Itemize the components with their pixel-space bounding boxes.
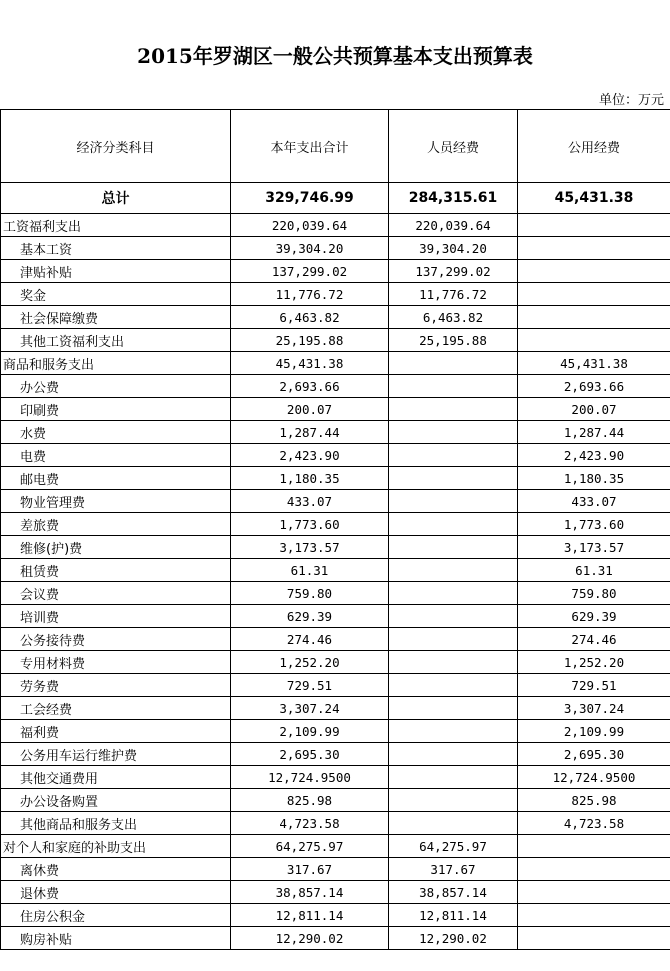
table-row <box>1 766 670 789</box>
row-category: 工会经费 <box>1 697 231 720</box>
row-category: 津贴补贴 <box>1 260 231 283</box>
row-personnel: 25,195.88 <box>389 329 518 352</box>
table-row <box>1 375 670 398</box>
row-category: 其他工资福利支出 <box>1 329 231 352</box>
total-personnel: 284,315.61 <box>389 183 518 214</box>
row-category: 其他交通费用 <box>1 766 231 789</box>
row-personnel <box>389 467 518 490</box>
row-public <box>518 927 670 950</box>
row-public: 759.80 <box>518 582 670 605</box>
row-public: 1,180.35 <box>518 467 670 490</box>
row-category: 其他商品和服务支出 <box>1 812 231 835</box>
page-title: 2015年罗湖区一般公共预算基本支出预算表 <box>137 44 533 68</box>
row-category: 住房公积金 <box>1 904 231 927</box>
table-row <box>1 444 670 467</box>
table-row <box>1 513 670 536</box>
row-personnel <box>389 651 518 674</box>
row-personnel <box>389 766 518 789</box>
table-row <box>1 536 670 559</box>
table-row <box>1 329 670 352</box>
row-category: 邮电费 <box>1 467 231 490</box>
row-public <box>518 306 670 329</box>
row-category: 购房补贴 <box>1 927 231 950</box>
table-row <box>1 697 670 720</box>
row-personnel: 12,811.14 <box>389 904 518 927</box>
row-total: 3,307.24 <box>231 697 389 720</box>
row-public <box>518 214 670 237</box>
row-total: 274.46 <box>231 628 389 651</box>
row-category: 会议费 <box>1 582 231 605</box>
unit-label: 单位：万元 <box>598 93 664 108</box>
row-category: 工资福利支出 <box>1 214 231 237</box>
table-row <box>1 398 670 421</box>
row-total: 12,724.9500 <box>231 766 389 789</box>
row-total: 629.39 <box>231 605 389 628</box>
row-public <box>518 881 670 904</box>
row-personnel <box>389 490 518 513</box>
row-public <box>518 904 670 927</box>
row-total: 12,811.14 <box>231 904 389 927</box>
table-row <box>1 559 670 582</box>
row-category: 印刷费 <box>1 398 231 421</box>
row-total: 2,109.99 <box>231 720 389 743</box>
row-public: 200.07 <box>518 398 670 421</box>
row-category: 专用材料费 <box>1 651 231 674</box>
row-personnel <box>389 421 518 444</box>
table-row <box>1 858 670 881</box>
row-category: 社会保障缴费 <box>1 306 231 329</box>
row-public <box>518 858 670 881</box>
row-category: 培训费 <box>1 605 231 628</box>
row-personnel <box>389 605 518 628</box>
row-public: 45,431.38 <box>518 352 670 375</box>
row-total: 4,723.58 <box>231 812 389 835</box>
table-row <box>1 260 670 283</box>
table-row <box>1 214 670 237</box>
row-public <box>518 329 670 352</box>
table-row <box>1 283 670 306</box>
row-personnel <box>389 444 518 467</box>
row-total: 1,180.35 <box>231 467 389 490</box>
row-total: 61.31 <box>231 559 389 582</box>
table-row <box>1 904 670 927</box>
row-total: 3,173.57 <box>231 536 389 559</box>
row-personnel: 38,857.14 <box>389 881 518 904</box>
row-personnel: 137,299.02 <box>389 260 518 283</box>
row-personnel <box>389 375 518 398</box>
row-category: 公务用车运行维护费 <box>1 743 231 766</box>
row-personnel: 64,275.97 <box>389 835 518 858</box>
table-row <box>1 467 670 490</box>
row-total: 2,695.30 <box>231 743 389 766</box>
table-row <box>1 352 670 375</box>
row-public: 3,307.24 <box>518 697 670 720</box>
row-personnel <box>389 812 518 835</box>
row-personnel: 12,290.02 <box>389 927 518 950</box>
row-public: 433.07 <box>518 490 670 513</box>
row-public: 3,173.57 <box>518 536 670 559</box>
header-public: 公用经费 <box>518 110 670 183</box>
row-public <box>518 283 670 306</box>
row-total: 433.07 <box>231 490 389 513</box>
row-category: 退休费 <box>1 881 231 904</box>
row-public <box>518 260 670 283</box>
row-public <box>518 237 670 260</box>
row-public: 274.46 <box>518 628 670 651</box>
row-total: 825.98 <box>231 789 389 812</box>
row-category: 劳务费 <box>1 674 231 697</box>
row-category: 办公费 <box>1 375 231 398</box>
row-personnel: 6,463.82 <box>389 306 518 329</box>
header-total: 本年支出合计 <box>231 110 389 183</box>
row-public: 1,287.44 <box>518 421 670 444</box>
row-personnel <box>389 628 518 651</box>
row-total: 729.51 <box>231 674 389 697</box>
table-row <box>1 881 670 904</box>
row-total: 45,431.38 <box>231 352 389 375</box>
row-total: 11,776.72 <box>231 283 389 306</box>
row-category: 水费 <box>1 421 231 444</box>
row-total: 317.67 <box>231 858 389 881</box>
total-label: 总计 <box>1 183 231 214</box>
row-public: 629.39 <box>518 605 670 628</box>
row-total: 2,423.90 <box>231 444 389 467</box>
table-row <box>1 743 670 766</box>
row-category: 电费 <box>1 444 231 467</box>
table-row <box>1 237 670 260</box>
row-category: 离休费 <box>1 858 231 881</box>
row-personnel <box>389 513 518 536</box>
total-sum: 329,746.99 <box>231 183 389 214</box>
row-category: 物业管理费 <box>1 490 231 513</box>
row-total: 1,287.44 <box>231 421 389 444</box>
row-personnel <box>389 398 518 421</box>
row-category: 奖金 <box>1 283 231 306</box>
row-personnel: 220,039.64 <box>389 214 518 237</box>
row-category: 福利费 <box>1 720 231 743</box>
row-total: 25,195.88 <box>231 329 389 352</box>
table-row <box>1 421 670 444</box>
header-personnel: 人员经费 <box>389 110 518 183</box>
row-total: 38,857.14 <box>231 881 389 904</box>
row-public: 1,252.20 <box>518 651 670 674</box>
row-category: 商品和服务支出 <box>1 352 231 375</box>
row-total: 220,039.64 <box>231 214 389 237</box>
row-public: 61.31 <box>518 559 670 582</box>
row-personnel: 317.67 <box>389 858 518 881</box>
row-category: 维修(护)费 <box>1 536 231 559</box>
row-public: 2,695.30 <box>518 743 670 766</box>
row-category: 办公设备购置 <box>1 789 231 812</box>
row-total: 759.80 <box>231 582 389 605</box>
row-public: 1,773.60 <box>518 513 670 536</box>
row-personnel <box>389 559 518 582</box>
row-category: 租赁费 <box>1 559 231 582</box>
header-row <box>1 110 670 183</box>
row-personnel: 11,776.72 <box>389 283 518 306</box>
row-public: 4,723.58 <box>518 812 670 835</box>
row-personnel <box>389 352 518 375</box>
budget-table <box>0 109 670 950</box>
row-personnel <box>389 582 518 605</box>
table-row <box>1 490 670 513</box>
row-category: 公务接待费 <box>1 628 231 651</box>
table-row <box>1 812 670 835</box>
header-category: 经济分类科目 <box>1 110 231 183</box>
row-public <box>518 835 670 858</box>
table-row <box>1 674 670 697</box>
table-row <box>1 651 670 674</box>
total-public: 45,431.38 <box>518 183 670 214</box>
table-row <box>1 720 670 743</box>
row-public: 2,423.90 <box>518 444 670 467</box>
row-total: 2,693.66 <box>231 375 389 398</box>
row-category: 基本工资 <box>1 237 231 260</box>
row-total: 1,773.60 <box>231 513 389 536</box>
table-row <box>1 835 670 858</box>
row-total: 12,290.02 <box>231 927 389 950</box>
table-row <box>1 582 670 605</box>
row-total: 64,275.97 <box>231 835 389 858</box>
row-total: 137,299.02 <box>231 260 389 283</box>
row-public: 2,109.99 <box>518 720 670 743</box>
row-personnel <box>389 789 518 812</box>
table-row <box>1 605 670 628</box>
row-public: 2,693.66 <box>518 375 670 398</box>
row-total: 6,463.82 <box>231 306 389 329</box>
row-total: 1,252.20 <box>231 651 389 674</box>
row-total: 200.07 <box>231 398 389 421</box>
row-personnel <box>389 536 518 559</box>
row-category: 对个人和家庭的补助支出 <box>1 835 231 858</box>
row-total: 39,304.20 <box>231 237 389 260</box>
row-personnel <box>389 697 518 720</box>
row-public: 12,724.9500 <box>518 766 670 789</box>
row-public: 729.51 <box>518 674 670 697</box>
row-personnel <box>389 720 518 743</box>
table-row <box>1 306 670 329</box>
row-personnel <box>389 743 518 766</box>
row-public: 825.98 <box>518 789 670 812</box>
table-row <box>1 628 670 651</box>
row-category: 差旅费 <box>1 513 231 536</box>
table-row <box>1 789 670 812</box>
row-personnel: 39,304.20 <box>389 237 518 260</box>
row-personnel <box>389 674 518 697</box>
total-row <box>1 183 670 214</box>
table-row <box>1 927 670 950</box>
